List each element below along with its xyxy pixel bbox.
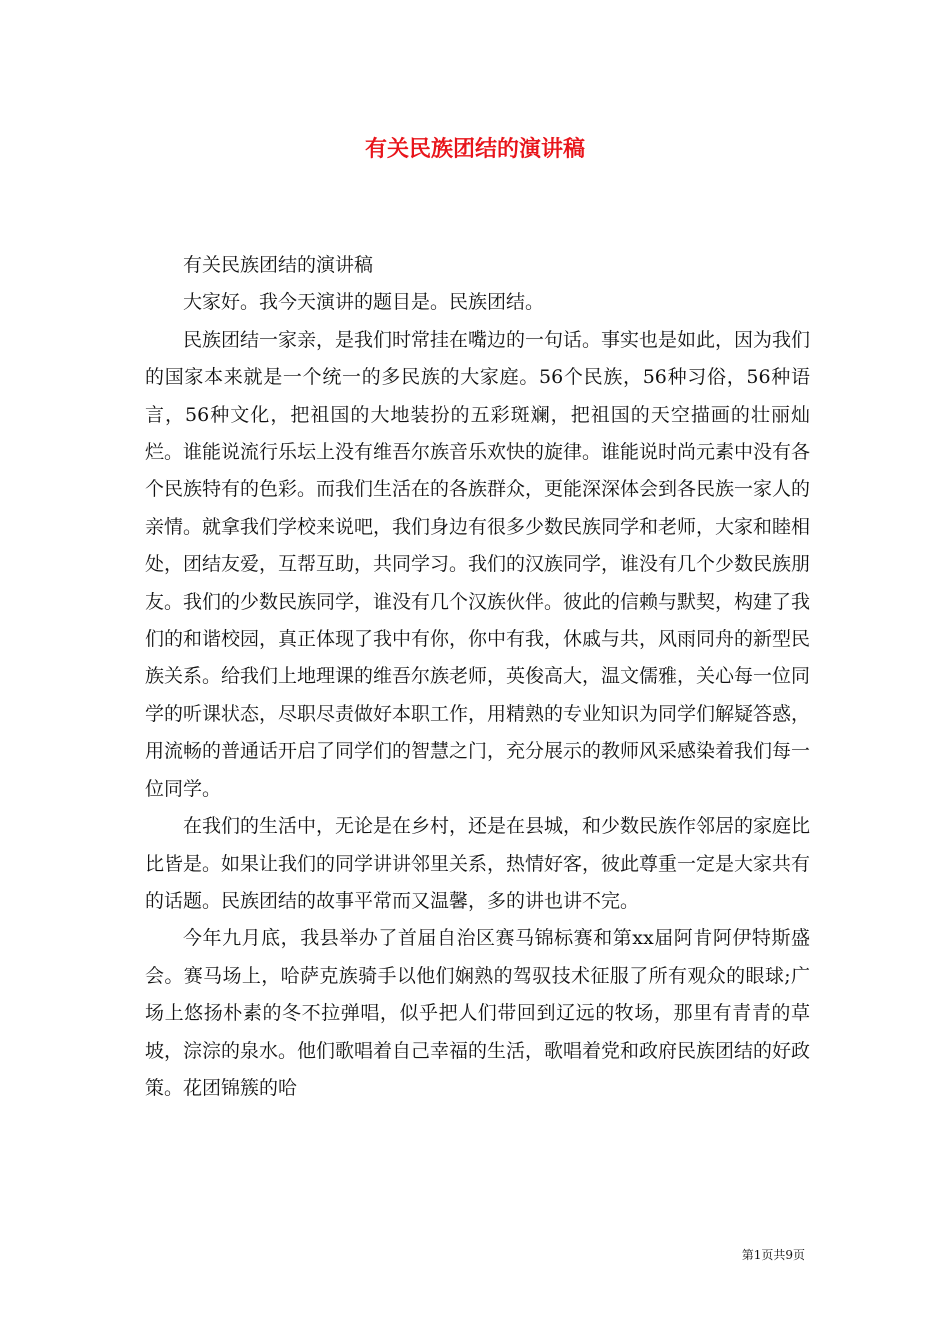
paragraph-subtitle: 有关民族团结的演讲稿 — [183, 254, 374, 276]
paragraph-body: 在我们的生活中，无论是在乡村，还是在县城，和少数民族作邻居的家庭比比皆是。如果让我们的同学讲讲邻里关系，热情好客，彼此尊重一定是大家共有的话题。民族团结的故事平常而又温馨，多的讲也讲不完。 — [145, 815, 811, 912]
page-title: 有关民族团结的演讲稿 — [364, 136, 585, 162]
page-number: 第1页共9页 — [741, 1248, 805, 1262]
paragraph-body: 民族团结一家亲，是我们时常挂在嘴边的一句话。事实也是如此，因为我们的国家本来就是一个统一的多民族的大家庭。56个民族，56种习俗，56种语言，56种文化，把祖国的大地装扮的五彩斑斓，把祖国的天空描画的壮丽灿烂。谁能说流行乐坛上没有维吾尔族音乐欢快的旋律。谁能说时尚元素中没有各个民族特有的色彩。而我们生活在的各族群众，更能深深体会到各民族一家人的亲情。就拿我们学校来说吧，我们身边有很多少数民族同学和老师，大家和睦相处，团结友爱，互帮互助，共同学习。我们的汉族同学，谁没有几个少数民族朋友。我们的少数民族同学，谁没有几个汉族伙伴。彼此的信赖与默契，构建了我们的和谐校园，真正体现了我中有你，你中有我，休戚与共，风雨同舟的新型民族关系。给我们上地理课的维吾尔族老师，英俊高大，温文儒雅，关心每一位同学的听课状态，尽职尽责做好本职工作，用精熟的专业知识为同学们解疑答惑，用流畅的普通话开启了同学们的智慧之门，充分展示的教师风采感染着我们每一位同学。 — [145, 328, 811, 800]
document-body — [145, 247, 810, 1107]
paragraph-greeting: 大家好。我今天演讲的题目是。民族团结。 — [183, 291, 545, 314]
paragraph-body: 今年九月底，我县举办了首届自治区赛马锦标赛和第xx届阿肯阿伊特斯盛会。赛马场上，哈萨克族骑手以他们娴熟的驾驭技术征服了所有观众的眼球;广场上悠扬朴素的冬不拉弹唱，似乎把人们带回到辽远的牧场，那里有青青的草坡，淙淙的泉水。他们歌唱着自己幸福的生活，歌唱着党和政府民族团结的好政策。花团锦簇的哈 — [145, 927, 811, 1099]
